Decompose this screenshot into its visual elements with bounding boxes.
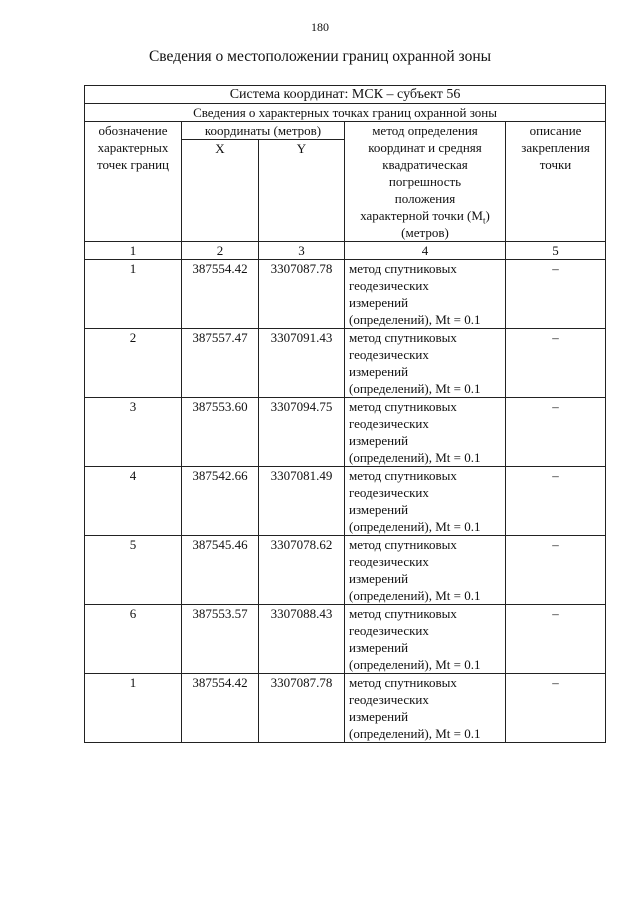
- coord-x: 387554.42: [182, 674, 259, 743]
- coord-x: 387557.47: [182, 329, 259, 398]
- header-text-line: положения: [394, 191, 456, 206]
- header-text-line: квадратическая: [382, 157, 468, 172]
- point-id: 5: [85, 536, 182, 605]
- header-text-part: характерной точки (M: [360, 208, 483, 223]
- method-cell: [345, 674, 506, 743]
- header-x: X: [182, 140, 259, 242]
- method-line: измерений: [349, 571, 409, 586]
- coordinate-system-row: [85, 86, 606, 104]
- coord-x: 387542.66: [182, 467, 259, 536]
- method-line: (определений), Mt = 0.1: [349, 381, 481, 396]
- header-subscript: t: [482, 215, 486, 226]
- coord-x: 387554.42: [182, 260, 259, 329]
- method-line: геодезических: [349, 623, 429, 638]
- table-row: [85, 536, 606, 605]
- header-method: [345, 122, 506, 242]
- method-cell: [345, 605, 506, 674]
- method-cell: [345, 260, 506, 329]
- coord-y: 3307088.43: [259, 605, 345, 674]
- method-line: геодезических: [349, 278, 429, 293]
- method-line: (определений), Mt = 0.1: [349, 657, 481, 672]
- header-fixing-description: [506, 122, 606, 242]
- method-cell: [345, 467, 506, 536]
- header-text-line: характерных: [97, 140, 169, 155]
- method-line: измерений: [349, 295, 409, 310]
- method-line: метод спутниковых: [349, 606, 457, 621]
- method-line: измерений: [349, 640, 409, 655]
- method-line: метод спутниковых: [349, 675, 457, 690]
- fixing-description: –: [506, 467, 606, 536]
- section-title-cell: Сведения о характерных точках границ охранной зоны: [85, 104, 606, 122]
- method-line: метод спутниковых: [349, 537, 457, 552]
- method-line: измерений: [349, 433, 409, 448]
- coord-x: 387553.57: [182, 605, 259, 674]
- fixing-description: –: [506, 536, 606, 605]
- header-text-line: метод определения: [372, 123, 478, 138]
- header-text-line: координат и средняя: [368, 140, 482, 155]
- method-line: геодезических: [349, 416, 429, 431]
- point-id: 6: [85, 605, 182, 674]
- method-line: геодезических: [349, 692, 429, 707]
- header-text-line: погрешность: [388, 174, 462, 189]
- method-cell: [345, 536, 506, 605]
- table-row: [85, 467, 606, 536]
- column-number: 1: [85, 242, 182, 260]
- table-row: [85, 260, 606, 329]
- method-line: измерений: [349, 364, 409, 379]
- point-id: 4: [85, 467, 182, 536]
- method-line: метод спутниковых: [349, 261, 457, 276]
- column-number: 5: [506, 242, 606, 260]
- coord-y: 3307087.78: [259, 260, 345, 329]
- header-text-line: закрепления: [521, 140, 590, 155]
- table-row: [85, 329, 606, 398]
- method-cell: [345, 398, 506, 467]
- method-line: измерений: [349, 709, 409, 724]
- coord-x: 387545.46: [182, 536, 259, 605]
- header-point-designation: [85, 122, 182, 242]
- table-row: [85, 674, 606, 743]
- header-text-part: ) (метров): [401, 208, 490, 240]
- coord-y: 3307078.62: [259, 536, 345, 605]
- column-number: 4: [345, 242, 506, 260]
- coord-y: 3307091.43: [259, 329, 345, 398]
- method-line: метод спутниковых: [349, 330, 457, 345]
- coord-x: 387553.60: [182, 398, 259, 467]
- point-id: 3: [85, 398, 182, 467]
- coord-y: 3307081.49: [259, 467, 345, 536]
- fixing-description: –: [506, 329, 606, 398]
- boundary-points-table: [84, 85, 606, 743]
- page-number: 180: [311, 20, 329, 34]
- fixing-description: –: [506, 605, 606, 674]
- header-text-line: обозначение: [98, 123, 168, 138]
- header-text-line: точки: [539, 157, 572, 172]
- method-line: (определений), Mt = 0.1: [349, 519, 481, 534]
- coordinate-system-cell: Система координат: МСК – субъект 56: [85, 86, 606, 104]
- point-id: 2: [85, 329, 182, 398]
- table-row: [85, 398, 606, 467]
- method-line: (определений), Mt = 0.1: [349, 588, 481, 603]
- column-numbers-row: [85, 242, 606, 260]
- method-line: (определений), Mt = 0.1: [349, 450, 481, 465]
- method-line: метод спутниковых: [349, 468, 457, 483]
- point-id: 1: [85, 674, 182, 743]
- header-row-1: [85, 122, 606, 140]
- method-line: измерений: [349, 502, 409, 517]
- header-y: Y: [259, 140, 345, 242]
- method-line: геодезических: [349, 347, 429, 362]
- section-title-row: [85, 104, 606, 122]
- method-line: (определений), Mt = 0.1: [349, 726, 481, 741]
- point-id: 1: [85, 260, 182, 329]
- document-title: Сведения о местоположении границ охранной зоны: [148, 48, 492, 65]
- header-coordinates: координаты (метров): [182, 122, 345, 140]
- header-text-line: описание: [529, 123, 582, 138]
- method-cell: [345, 329, 506, 398]
- fixing-description: –: [506, 260, 606, 329]
- coord-y: 3307094.75: [259, 398, 345, 467]
- fixing-description: –: [506, 674, 606, 743]
- column-number: 3: [259, 242, 345, 260]
- table-row: [85, 605, 606, 674]
- method-line: геодезических: [349, 554, 429, 569]
- method-line: геодезических: [349, 485, 429, 500]
- header-text-line: точек границ: [96, 157, 170, 172]
- fixing-description: –: [506, 398, 606, 467]
- column-number: 2: [182, 242, 259, 260]
- method-line: (определений), Mt = 0.1: [349, 312, 481, 327]
- method-line: метод спутниковых: [349, 399, 457, 414]
- coord-y: 3307087.78: [259, 674, 345, 743]
- header-text-line: [347, 207, 503, 241]
